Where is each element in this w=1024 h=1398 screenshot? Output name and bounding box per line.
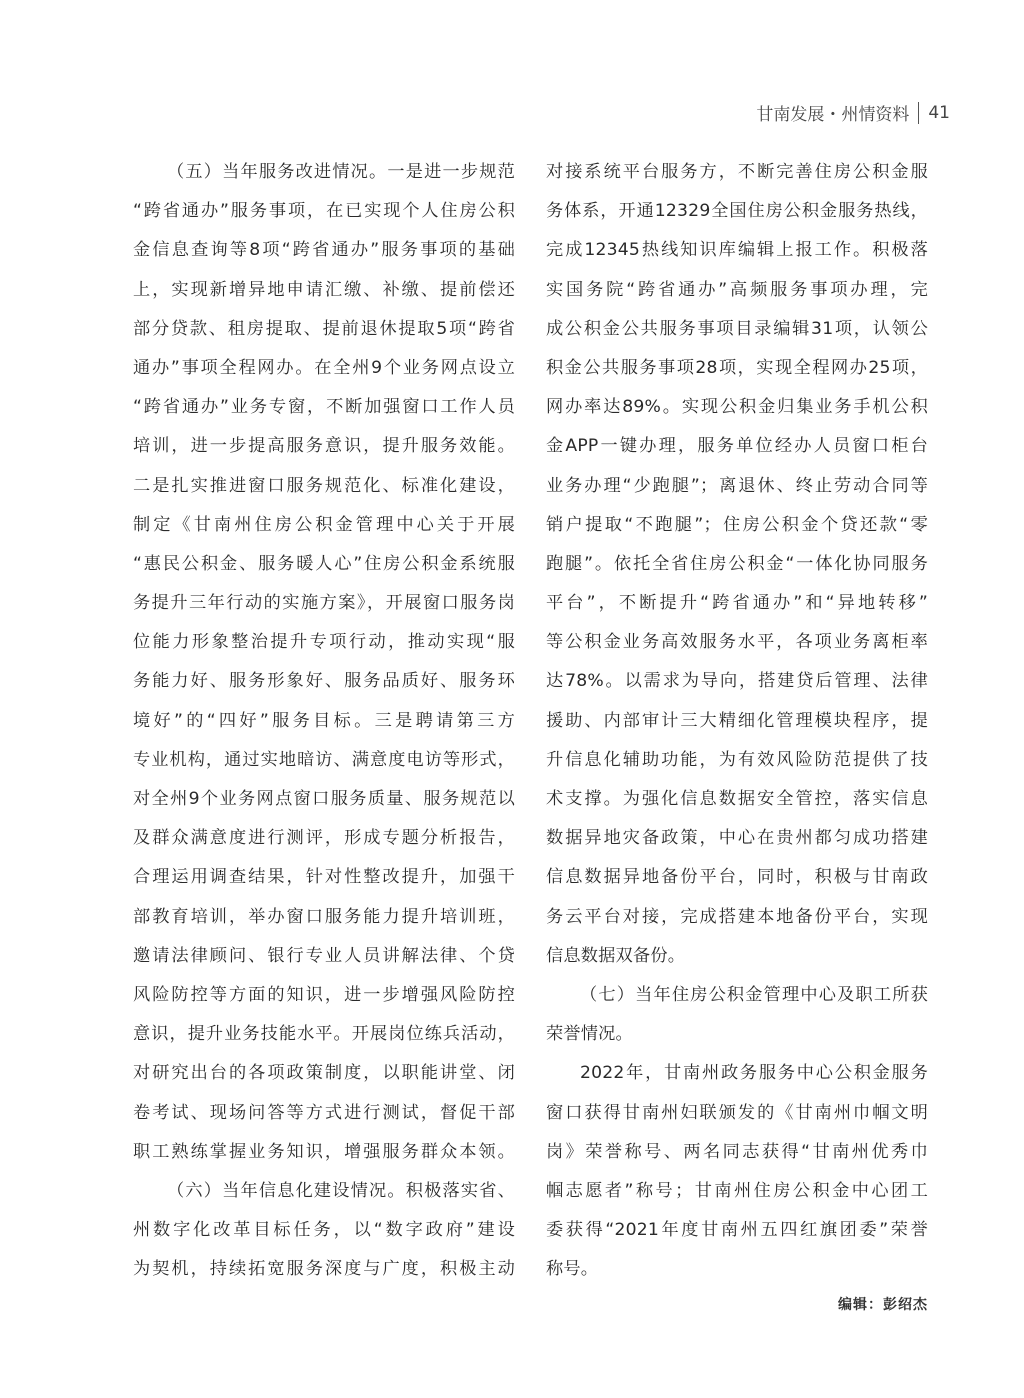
- text-line: 帼志愿者”称号；甘南州住房公积金中心团工: [546, 1180, 928, 1201]
- editor-credit: 编辑：彭绍杰: [838, 1297, 928, 1313]
- text-line: （七）当年住房公积金管理中心及职工所获: [580, 984, 928, 1005]
- text-line: 业务办理“少跑腿”；离退休、终止劳动合同等: [546, 475, 928, 496]
- text-line: 卷考试、现场问答等方式进行测试，督促干部: [133, 1102, 515, 1123]
- left-column: [133, 153, 515, 1289]
- text-line: 邀请法律顾问、银行专业人员讲解法律、个贷: [133, 945, 515, 966]
- text-line: 通办”事项全程网办。在全州9个业务网点设立: [133, 357, 515, 378]
- text-line: 州数字化改革目标任务，以“数字政府”建设: [133, 1220, 515, 1241]
- right-column: [546, 153, 928, 1289]
- text-line: 务云平台对接，完成搭建本地备份平台，实现: [546, 906, 928, 927]
- text-line: 数据异地灾备政策，中心在贵州都匀成功搭建: [546, 828, 928, 849]
- text-line: 务提升三年行动的实施方案》，开展窗口服务岗: [133, 593, 515, 614]
- text-line: 专业机构，通过实地暗访、满意度电访等形式，: [133, 749, 515, 770]
- header-divider: [918, 102, 919, 124]
- text-line: 制定《甘南州住房公积金管理中心关于开展: [133, 514, 515, 535]
- text-line: 完成12345热线知识库编辑上报工作。积极落: [546, 240, 928, 261]
- text-line: “跨省通办”服务事项，在已实现个人住房公积: [133, 201, 515, 222]
- text-line: 培训，进一步提高服务意识，提升服务效能。: [133, 436, 515, 457]
- text-line: 积金公共服务事项28项，实现全程网办25项，: [546, 357, 928, 378]
- text-line: 援助、内部审计三大精细化管理模块程序，提: [546, 710, 928, 731]
- page-number: 41: [928, 102, 950, 123]
- text-line: 升信息化辅助功能，为有效风险防范提供了技: [546, 749, 928, 770]
- text-line: 意识，提升业务技能水平。开展岗位练兵活动，: [133, 1024, 515, 1045]
- text-line: 职工熟练掌握业务知识，增强服务群众本领。: [133, 1141, 515, 1162]
- text-line: 务能力好、服务形象好、服务品质好、服务环: [133, 671, 515, 692]
- text-line: 位能力形象整治提升专项行动，推动实现“服: [133, 632, 515, 653]
- text-line: 2022年，甘南州政务服务中心公积金服务: [580, 1063, 928, 1084]
- text-line: 窗口获得甘南州妇联颁发的《甘南州巾帼文明: [546, 1102, 928, 1123]
- text-line: 平台”，不断提升“跨省通办”和“异地转移”: [546, 593, 928, 614]
- text-line: 等公积金业务高效服务水平，各项业务离柜率: [546, 632, 928, 653]
- text-line: 荣誉情况。: [546, 1024, 633, 1045]
- text-line: 销户提取“不跑腿”；住房公积金个贷还款“零: [546, 514, 928, 535]
- text-line: 二是扎实推进窗口服务规范化、标准化建设，: [133, 475, 515, 496]
- text-line: 成公积金公共服务事项目录编辑31项，认领公: [546, 318, 928, 339]
- text-line: 合理运用调查结果，针对性整改提升，加强干: [133, 867, 515, 888]
- text-line: 跑腿”。依托全省住房公积金“一体化协同服务: [546, 553, 928, 574]
- text-line: 岗》荣誉称号、两名同志获得“甘南州优秀巾: [546, 1141, 928, 1162]
- text-line: 达78%。以需求为导向，搭建贷后管理、法律: [546, 671, 928, 692]
- text-line: 境好”的“四好”服务目标。三是聘请第三方: [133, 710, 515, 731]
- text-line: 对全州9个业务网点窗口服务质量、服务规范以: [133, 789, 515, 809]
- text-line: 对研究出台的各项政策制度，以职能讲堂、闭: [133, 1063, 515, 1084]
- text-line: “跨省通办”业务专窗，不断加强窗口工作人员: [133, 397, 515, 418]
- text-line: 部分贷款、租房提取、提前退休提取5项“跨省: [133, 318, 515, 339]
- text-line: 金信息查询等8项“跨省通办”服务事项的基础: [133, 240, 515, 261]
- text-line: 及群众满意度进行测评，形成专题分析报告，: [133, 828, 515, 849]
- text-line: 实国务院“跨省通办”高频服务事项办理，完: [546, 279, 928, 300]
- text-line: 对接系统平台服务方，不断完善住房公积金服: [546, 162, 928, 182]
- text-line: 网办率达89%。实现公积金归集业务手机公积: [546, 397, 928, 418]
- text-line: 上，实现新增异地申请汇缴、补缴、提前偿还: [133, 279, 515, 300]
- text-line: 为契机，持续拓宽服务深度与广度，积极主动: [133, 1259, 515, 1280]
- text-line: 术支撑。为强化信息数据安全管控，落实信息: [546, 789, 928, 809]
- text-line: 务体系，开通12329全国住房公积金服务热线，: [546, 201, 928, 222]
- section-title: 甘南发展・州情资料: [756, 105, 910, 125]
- text-line: 金APP一键办理，服务单位经办人员窗口柜台: [546, 436, 928, 457]
- text-line: 信息数据异地备份平台，同时，积极与甘南政: [546, 867, 928, 888]
- text-line: 部教育培训，举办窗口服务能力提升培训班，: [133, 906, 515, 927]
- text-line: “惠民公积金、服务暖人心”住房公积金系统服: [133, 553, 515, 574]
- text-line: 风险防控等方面的知识，进一步增强风险防控: [133, 984, 515, 1005]
- text-line: （六）当年信息化建设情况。积极落实省、: [167, 1180, 515, 1201]
- text-line: 委获得“2021年度甘南州五四红旗团委”荣誉: [546, 1220, 928, 1241]
- page-header: [756, 100, 950, 125]
- text-line: （五）当年服务改进情况。一是进一步规范: [167, 162, 515, 182]
- text-line: 称号。: [546, 1259, 599, 1280]
- text-line: 信息数据双备份。: [546, 945, 686, 966]
